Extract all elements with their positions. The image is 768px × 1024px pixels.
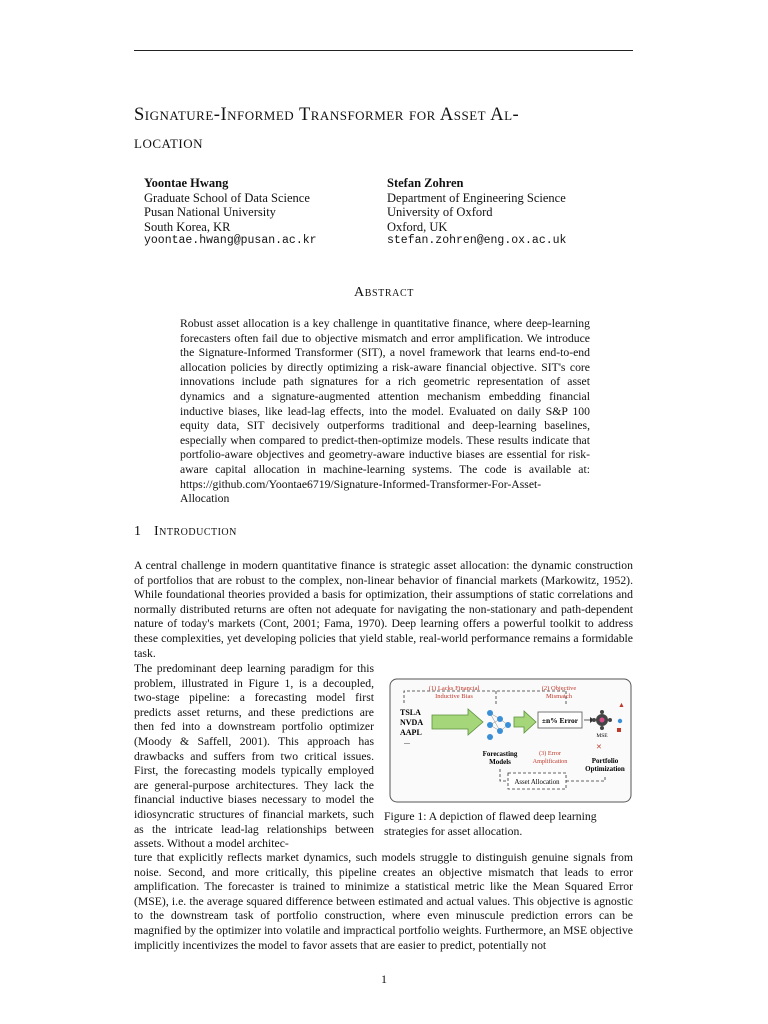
triangle-icon: ▲ <box>618 701 625 709</box>
cross-icon: ✕ <box>596 743 602 751</box>
author-affiliation-line: University of Oxford <box>387 205 493 219</box>
figure-caption: Figure 1: A depiction of flawed deep learning strategies for asset allocation. <box>384 810 597 838</box>
page-number: 1 <box>381 972 387 986</box>
label-lacks-bias: (1) Lacks Financial <box>428 685 480 692</box>
label-objective-mismatch-2: Mismatch <box>546 693 572 700</box>
top-rule <box>134 50 633 51</box>
author-email[interactable]: yoontae.hwang@pusan.ac.kr <box>144 234 317 247</box>
ticker-label: NVDA <box>400 718 424 727</box>
label-lacks-bias-2: Inductive Bias <box>435 693 473 700</box>
dot-icon <box>618 719 622 723</box>
author-affiliation-line: Graduate School of Data Science <box>144 190 310 205</box>
intro-paragraph-1: A central challenge in modern quantitative finance is strategic asset allocation: the dynamic construction of portfolios that are robust to the complex, non-linear behavior of financial markets (Markowitz, 1952). While foundational theories provided a basis for optimization, their assumptions of static correlations and normally distributed returns are often not adequate for navigating the non-stationary and path-dependent nature of today's markets (Cont, 2001; Fama, 1970). Deep learning offers a powerful toolkit to address these complexities, yet developing policies that yield stable, real-world performance remains a formidable task. <box>134 559 633 660</box>
ticker-label: ... <box>404 737 410 746</box>
error-box-label: ±n% Error <box>541 716 579 725</box>
ticker-label: AAPL <box>400 728 422 737</box>
section-heading <box>134 524 237 540</box>
intro-paragraph-3: ture that explicitly reflects market dynamics, such models struggle to distinguish genuine signals from noise. Second, and more critically, this pipeline creates an objective mismatch that leads to error amplification. The forecaster is trained to minimize a statistical metric like the Mean Squared Error (MSE), i.e. the average squared difference between estimated and actual values. This objective is agnostic to the downstream task of portfolio construction, where even minuscule prediction errors can be magnified by the optimizer into volatile and impractical portfolio weights. Furthermore, an MSE objective implicitly incentivizes the model to favor assets that are easier to predict, potentially not <box>134 851 633 952</box>
title-line-2: location <box>134 133 203 153</box>
abstract-heading: Abstract <box>354 285 414 300</box>
title-line-1: Signature-Informed Transformer for Asset Al- <box>134 105 520 125</box>
section-number: 1 <box>134 524 142 539</box>
ticker-label: TSLA <box>400 708 421 717</box>
paper-title <box>134 101 654 157</box>
label-asset-allocation: Asset Allocation <box>514 779 560 786</box>
author-block-2 <box>387 176 566 249</box>
label-portfolio: Portfolio <box>591 757 619 765</box>
label-error-amp: (3) Error <box>539 750 561 757</box>
square-icon <box>617 728 621 732</box>
abstract-text: Robust asset allocation is a key challenge in quantitative finance, where deep-learning forecasters often fail due to objective mismatch and error amplification. We introduce the Signature-Informed Transformer (SIT), a novel framework that learns end-to-end allocation policies by directly optimizing a risk-aware financial objective. SIT's core innovations include path signatures for a rich geometric representation of asset dynamics and a signature-augmented attention mechanism embedding financial inductive biases, like lead-lag effects, into the model. Evaluated on daily S&P 100 equity data, SIT decisively outperforms traditional and deep-learning baselines, especially when compared to predict-then-optimize models. These results indicate that portfolio-aware objectives and geometry-aware inductive biases are essential for risk-aware capital allocation in machine-learning systems. The code is available at: https://github.com/Yoontae6719/Signature-Informed-Transformer-For-Asset-Allocation <box>180 317 590 506</box>
author-affiliation-line: Oxford, UK <box>387 219 448 234</box>
author-name: Stefan Zohren <box>387 176 464 190</box>
author-affiliation-line: Pusan National University <box>144 205 276 219</box>
author-affiliation-line: South Korea, KR <box>144 219 231 234</box>
author-email[interactable]: stefan.zohren@eng.ox.ac.uk <box>387 234 567 247</box>
label-forecasting: Forecasting <box>482 750 518 758</box>
author-name: Yoontae Hwang <box>144 176 229 190</box>
label-mse: MSE <box>596 733 608 739</box>
author-block-1 <box>144 176 317 249</box>
label-optimization: Optimization <box>585 765 625 773</box>
label-error-amp-2: Amplification <box>532 758 568 765</box>
section-title: Introduction <box>154 524 237 539</box>
intro-paragraph-2: The predominant deep learning paradigm for this problem, illustrated in Figure 1, is a decoupled, two-stage pipeline: a forecasting model first predicts asset returns, and these predictions are then fed into a downstream portfolio optimizer (Moody & Saffell, 2001). This approach has drawbacks and suffers from two critical issues. First, the forecasting models typically employed are general-purpose architectures. They lack the financial inductive biases necessary to model the idiosyncratic structures of financial markets, such as the intricate lead-lag relationships between assets. Without a model architec- <box>134 662 374 851</box>
figure-1-diagram <box>388 677 633 804</box>
label-objective-mismatch: (2) Objective <box>541 685 577 692</box>
author-affiliation-line: Department of Engineering Science <box>387 190 566 205</box>
label-models: Models <box>489 758 511 766</box>
